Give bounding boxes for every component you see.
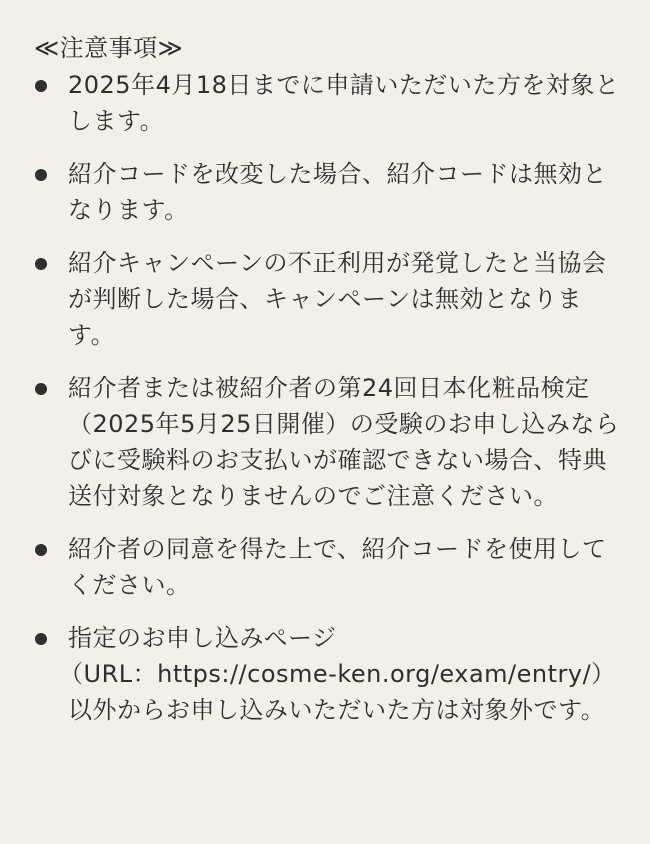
bullet-icon: [35, 169, 47, 181]
notice-item: [34, 531, 624, 603]
notice-text: 紹介者の同意を得た上で、紹介コードを使用してください。: [68, 535, 607, 599]
notice-item: [34, 370, 624, 514]
notice-text: 2025年4月18日までに申請いただいた方を対象とします。: [68, 71, 620, 135]
notice-item-entry-page: [34, 620, 624, 728]
notice-text: 紹介コードを改変した場合、紹介コードは無効となります。: [68, 160, 607, 224]
bullet-icon: [35, 633, 47, 645]
entry-page-note: 以外からお申し込みいただいた方は対象外です。: [68, 696, 606, 724]
notice-item: [34, 156, 624, 228]
bullet-icon: [35, 80, 47, 92]
bullet-icon: [35, 383, 47, 395]
notice-text: 紹介キャンペーンの不正利用が発覚したと当協会が判断した場合、キャンペーンは無効となります。: [68, 249, 607, 349]
bullet-icon: [35, 544, 47, 556]
notice-item: [34, 245, 624, 353]
notice-heading: ≪注意事項≫: [34, 34, 184, 62]
entry-page-url: （URL：https://cosme-ken.org/exam/entry/）: [59, 660, 616, 688]
notice-text: 紹介者または被紹介者の第24回日本化粧品検定（2025年5月25日開催）の受験のお申し込みならびに受験料のお支払いが確認できない場合、特典送付対象となりませんのでご注意ください。: [68, 374, 620, 510]
notice-list: [34, 67, 624, 728]
bullet-icon: [35, 258, 47, 270]
entry-page-text: 指定のお申し込みページ: [68, 624, 337, 652]
notice-item: [34, 67, 624, 139]
